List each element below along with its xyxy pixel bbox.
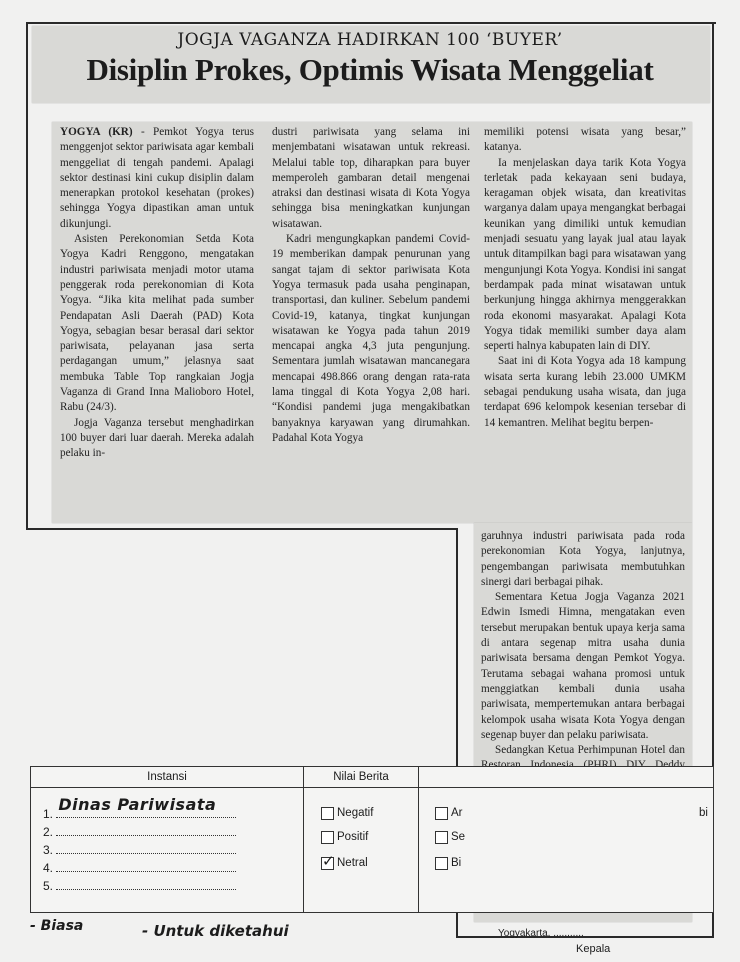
row-number: 1. xyxy=(43,807,54,821)
instansi-field-2[interactable] xyxy=(56,823,236,836)
paragraph-text: Sedangkan Ketua Perhimpunan Hotel dan xyxy=(495,744,685,757)
article-kicker: JOGJA VAGANZA HADIRKAN 100 ‘BUYER’ xyxy=(177,30,563,50)
paragraph: memiliki potensi wisata yang besar,” katanya. xyxy=(484,126,686,154)
dateline: YOGYA (KR) xyxy=(60,126,133,138)
negatif-label: Negatif xyxy=(337,807,374,819)
note-biasa: - Biasa xyxy=(30,918,84,934)
paragraph: Ia menjelaskan daya tarik Kota Yogya terletak pada kekayaan seni budaya, keragaman objek wisata, dan kreativitas warganya dalam upaya mengangkat berbagai keunikan yang dimiliki untuk kemudian menjadi sesuatu yang layak jual atau layak untuk ditampilkan bagi para wisatawan yang mengunjungi Kota Yogya. Kondisi ini sangat berdampak pada minat wisatawan untuk berkunjung hingga akhirnya menggerakkan roda ekonomi masyarakat. Apalagi Kota Yogya tidak memiliki sumber daya alam seperti halnya kabupaten lain di DIY. xyxy=(484,156,686,353)
article-headline: Disiplin Prokes, Optimis Wisata Menggeliat xyxy=(86,52,654,87)
instansi-field-5[interactable] xyxy=(56,877,236,890)
negatif-checkbox[interactable] xyxy=(321,807,334,820)
article-column-1 xyxy=(60,125,254,462)
frame-bottom-line xyxy=(456,936,712,938)
note-untuk-diketahui: - Untuk diketahui xyxy=(142,922,289,940)
option-label-right: bi xyxy=(699,807,708,819)
article-column-2 xyxy=(272,125,470,446)
form-divider xyxy=(418,767,419,912)
netral-checkbox[interactable] xyxy=(321,852,335,870)
instansi-field-1[interactable] xyxy=(56,795,236,818)
article-column-3 xyxy=(484,125,686,431)
positif-checkbox[interactable] xyxy=(321,831,334,844)
paragraph: Kadri mengungkapkan pandemi Covid-19 memberikan dampak penurunan yang sangat tajam di sektor pariwisata Kota Yogya termasuk pada usaha penginapan, transportasi, dan kuliner. Sebelum pandemi Covid-19, katanya, tingkat kunjungan wisatawan ke Yogya pada tahun 2019 mencapai angka 4,3 juta pengunjung. Sementara jumlah wisatawan mancanegara mencapai 498.866 orang dengan rata-rata lama tinggal di Kota Yogya 2,08 hari. “Kondisi pandemi juga mengakibatkan banyaknya karyawan yang dirumahkan. Padahal Kota Yogya xyxy=(272,233,470,444)
instansi-row-2[interactable] xyxy=(43,823,236,839)
paragraph: garuhnya industri pariwisata pada roda perekonomian Kota Yogya, lanjutnya, pengembangan pariwisata membutuhkan sinergi dari berbagai pihak. xyxy=(481,530,685,588)
option-label-c: Bi xyxy=(451,857,462,869)
instansi-row-3[interactable] xyxy=(43,841,236,857)
paragraph: Sementara Ketua Jogja Vaganza 2021 Edwin Ismedi Himna, mengatakan even tersebut merupakan bentuk upaya kerja sama di antara segenap mitra usaha dunia pariwisata bersama dengan Pemkot Yogya. Terutama sebagai wahana promosi untuk menggiatkan kembali dunia usaha pariwisata, mempertemukan antara berbagai kelompok usaha wisata Kota Yogya dengan segenap buyer dan pelaku pariwisata. xyxy=(481,591,685,741)
nilai-berita-header: Nilai Berita xyxy=(304,767,418,788)
option-checkbox-b[interactable] xyxy=(435,831,448,844)
instansi-row-5[interactable] xyxy=(43,877,236,893)
instansi-header: Instansi xyxy=(31,767,303,788)
row-number: 5. xyxy=(43,879,54,893)
paragraph: Asisten Perekonomian Setda Kota Yogya Kadri Renggono, mengatakan industri pariwisata menjadi motor utama penggerak roda perekonomian di Kota Yogya. “Jika kita melihat pada sumber Pendapatan Asli Daerah (PAD) Kota Yogya, sebagian besar berasal dari sektor pariwisata, pelayanan jasa serta perdagangan umum,” jelasnya saat membuka Table Top rangkaian Jogja Vaganza di Grand Inna Malioboro Hotel, Rabu (24/3). xyxy=(60,233,254,414)
paragraph: Jogja Vaganza tersebut menghadirkan 100 buyer dari luar daerah. Mereka adalah pelaku in- xyxy=(60,416,254,460)
row-number: 2. xyxy=(43,825,54,839)
row-number: 3. xyxy=(43,843,54,857)
paragraph xyxy=(60,125,254,232)
instansi-row-1[interactable] xyxy=(43,795,236,821)
form-divider xyxy=(303,767,304,912)
signature-title: Kepala xyxy=(576,943,611,955)
paragraph-text: - Pemkot Yogya terus menggenjot sektor pariwisata agar kembali menggeliat di tengah pandemi. Apalagi sektor destinasi kini cukup disiplin dalam menerapkan protokol kesehatan (prokes) sehingga Yogya dipastikan aman untuk dikunjungi. xyxy=(60,126,254,230)
paragraph: dustri pariwisata yang selama ini menjembatani wisatawan untuk rekreasi. Melalui table top, diharapkan para buyer memperoleh gambaran detail mengenai atraksi dan destinasi wisata di Kota Yogya sehingga bisa meningkatkan kunjungan wisatawan. xyxy=(272,126,470,230)
positif-label: Positif xyxy=(337,831,369,843)
option-checkbox-c[interactable] xyxy=(435,857,448,870)
instansi-field-4[interactable] xyxy=(56,859,236,872)
row-number: 4. xyxy=(43,861,54,875)
check-mark-icon: ✓ xyxy=(322,852,335,870)
frame-left-line xyxy=(26,22,28,530)
option-label-b: Se xyxy=(451,831,466,843)
classification-form xyxy=(30,766,714,913)
netral-label: Netral xyxy=(337,857,368,869)
frame-top-line xyxy=(26,22,716,24)
frame-mid-line xyxy=(26,528,458,530)
handwritten-entry: Dinas Pariwisata xyxy=(58,795,217,814)
instansi-field-3[interactable] xyxy=(56,841,236,854)
form-header-rest xyxy=(419,767,713,788)
instansi-row-4[interactable] xyxy=(43,859,236,875)
paragraph: Saat ini di Kota Yogya ada 18 kampung wisata serta kurang lebih 23.000 UMKM sebagai pendukung usaha wisata, dan juga terdapat 696 kelompok kesenian tersebar di 14 kemantren. Melihat begitu berpen- xyxy=(484,355,686,429)
signature-date: Yogyakarta, ........... xyxy=(498,928,584,939)
option-label-a: Ar xyxy=(451,807,463,819)
option-checkbox-a[interactable] xyxy=(435,807,448,820)
